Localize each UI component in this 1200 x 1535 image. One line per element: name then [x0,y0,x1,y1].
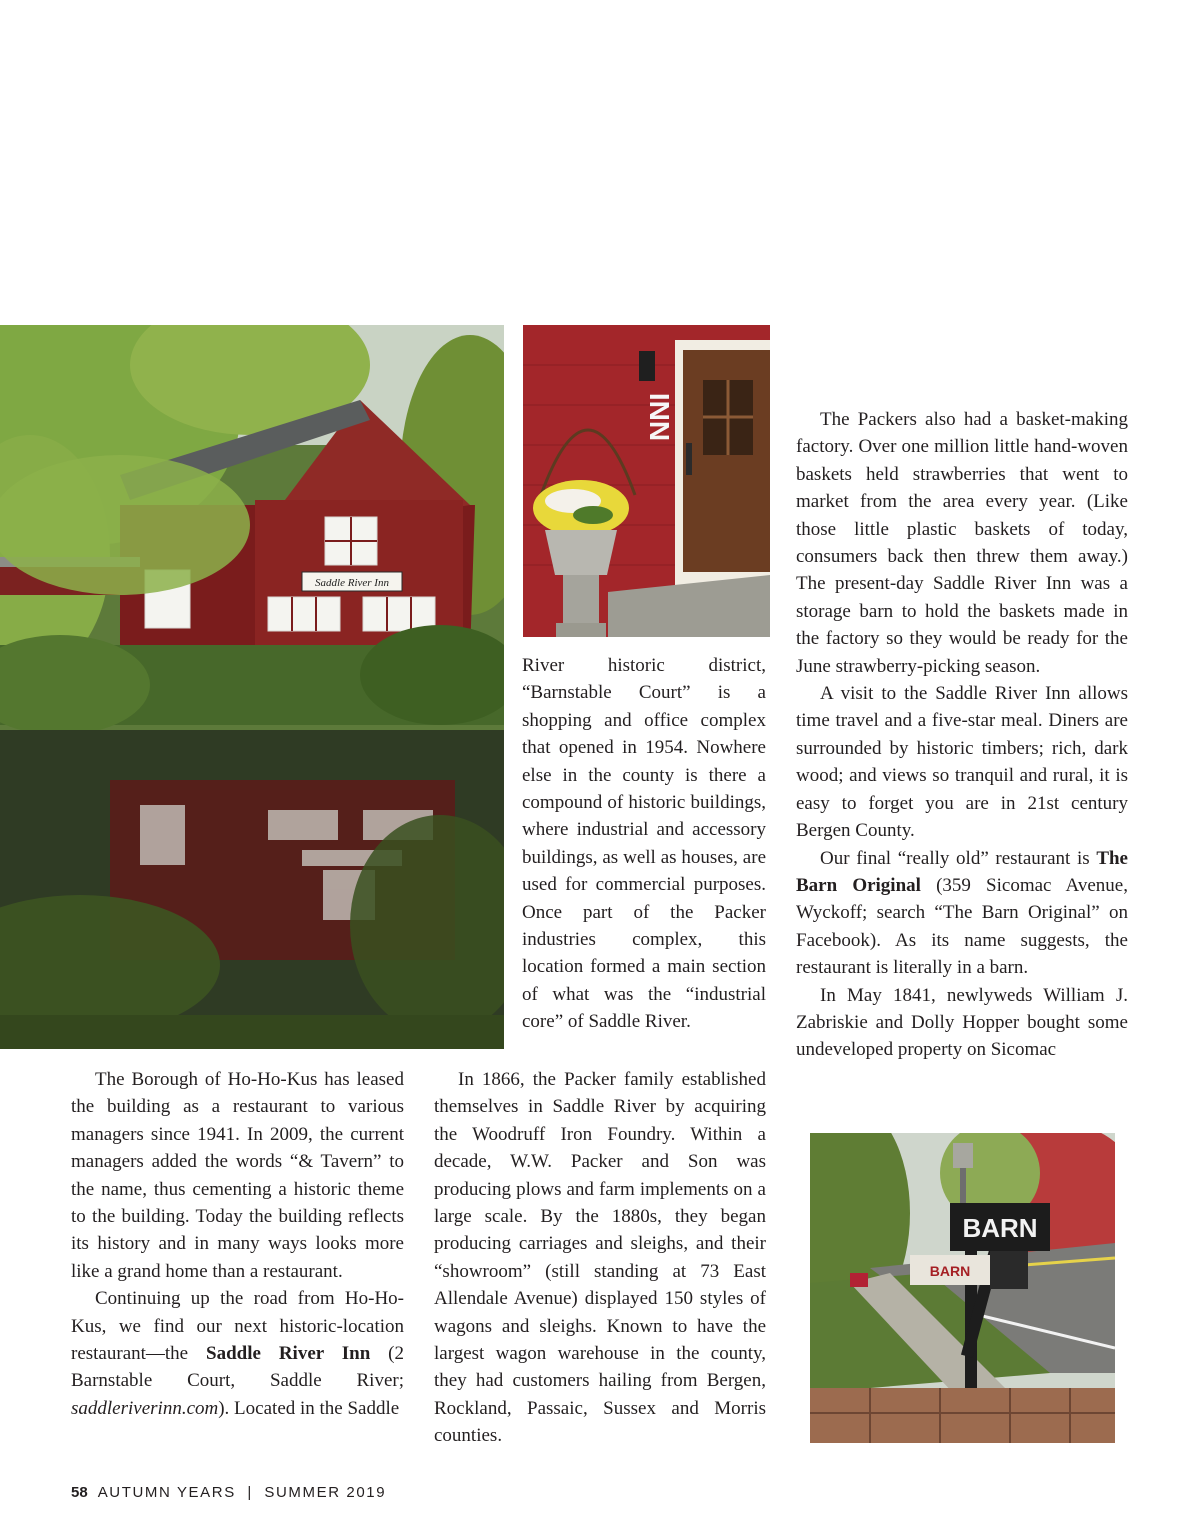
restaurant-name: The Barn Original [796,847,1128,896]
paragraph: Continuing up the road from Ho-Ho-Kus, we find our next historic-location restaurant—the Saddle River Inn (2 Barnstable Court, Saddle River; saddleriverinn.com). Located in the Saddle [71,1288,405,1419]
page-number: 58 [71,1484,88,1501]
paragraph: The Borough of Ho-Ho-Kus has leased the building as a restaurant to various managers since 1941. In 2009, the current managers added the words “& Tavern” to the name, thus cementing a historic theme to the building. Today the building reflects its history and in many ways looks more like a grand home than a restaurant. [71,1069,404,1282]
website-text: saddleriverinn.com [71,1397,219,1419]
article-column-1 [71,1066,404,1422]
barn-sign-text: BARN [962,1213,1038,1243]
article-column-2-continued [434,1066,766,1450]
paragraph: In May 1841, newlyweds William J. Zabriskie and Dolly Hopper bought some undeveloped property on Sicomac [796,984,1128,1061]
article-column-3 [796,406,1128,1064]
article-column-2 [522,652,766,1036]
paragraph: The Packers also had a basket-making factory. Over one million little hand-woven baskets held strawberries that went to market from the area every year. (Like those little plastic baskets of today, consumers back then threw them away.) The present-day Saddle River Inn was a storage barn to hold the baskets made in the factory so they would be ready for the June strawberry-picking season. [796,409,1128,677]
inn-letters: INN [644,392,675,442]
paragraph: River historic district, “Barnstable Court” is a shopping and office complex that opened in 1954. Nowhere else in the county is there a compound of historic buildings, where industrial and accessory buildings, as well as houses, are used for commercial purposes. Once part of the Packer industries complex, this location formed a main section of what was the “industrial core” of Saddle River. [522,655,766,1033]
barn-small-sign-text: BARN [929,1263,971,1279]
barn-mailbox-photo [810,1133,1115,1443]
paragraph: A visit to the Saddle River Inn allows time travel and a five-star meal. Diners are surrounded by historic timbers; rich, dark wood; and views so tranquil and rural, it is easy to forget you are in 21st century Bergen County. [796,683,1128,842]
page-footer [71,1484,386,1501]
restaurant-name: Saddle River Inn [206,1343,371,1365]
inn-sign-text: Saddle River Inn [315,577,389,589]
publication-line: AUTUMN YEARS | SUMMER 2019 [97,1484,387,1501]
saddle-river-inn-photo [0,325,504,1049]
paragraph: Our final “really old” restaurant is The Barn Original (359 Sicomac Avenue, Wyckoff; search “The Barn Original” on Facebook). As its name suggests, the restaurant is literally in a barn. [796,847,1128,979]
paragraph: In 1866, the Packer family established themselves in Saddle River by acquiring the Woodruff Iron Foundry. Within a decade, W.W. Packer and Son was producing plows and farm implements on a large scale. By the 1880s, they began producing carriages and sleighs, and their “showroom” (still standing at 73 East Allendale Avenue) displayed 150 styles of wagons and sleighs. Known to have the largest wagon warehouse in the county, they had customers hailing from Bergen, Rockland, Passaic, Sussex and Morris counties. [434,1069,766,1447]
inn-door-photo [523,325,770,637]
